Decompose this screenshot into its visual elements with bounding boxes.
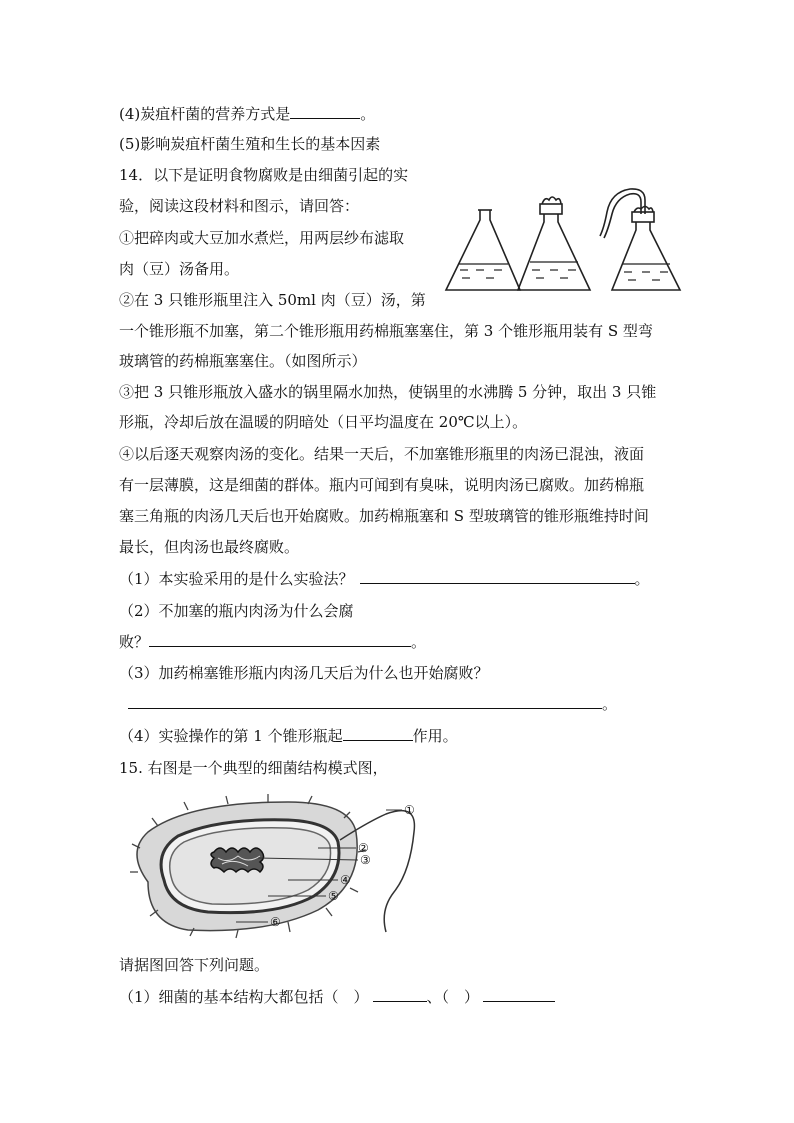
answer-blank[interactable] bbox=[128, 694, 602, 709]
q14-step4-line2: 有一层薄膜，这是细菌的群体。瓶内可闻到有臭味，说明肉汤已腐败。加药棉瓶 bbox=[119, 476, 645, 494]
q14-step1-line2: 肉（豆）汤备用。 bbox=[119, 260, 240, 278]
label-3: ③ bbox=[360, 853, 371, 867]
q14-sub3: （3）加药棉塞锥形瓶内肉汤几天后为什么也开始腐败？ bbox=[119, 664, 489, 682]
q14-step2-line1: ②在 3 只锥形瓶里注入 50ml 肉（豆）汤，第 bbox=[119, 291, 426, 309]
answer-blank[interactable] bbox=[373, 987, 427, 1002]
flask-s-tube bbox=[600, 189, 680, 290]
q15-sub1: （1）细菌的基本结构大都包括（ ） 、（ ） bbox=[119, 987, 555, 1007]
q14-step1-line1: ①把碎肉或大豆加水煮烂，用两层纱布滤取 bbox=[119, 229, 405, 247]
q14-step4-line1: ④以后逐天观察肉汤的变化。结果一天后，不加塞锥形瓶里的肉汤已混浊，液面 bbox=[119, 445, 645, 463]
label-5: ⑤ bbox=[328, 889, 339, 903]
answer-blank[interactable] bbox=[483, 987, 555, 1002]
q14-sub3-answer: 。 bbox=[128, 694, 617, 714]
label-2: ② bbox=[358, 841, 369, 855]
dna-region bbox=[211, 848, 264, 872]
q14-step4-line3: 塞三角瓶的肉汤几天后也开始腐败。加药棉瓶塞和 S 型玻璃管的锥形瓶维持时间 bbox=[119, 507, 649, 525]
q15-intro: 15. 右图是一个典型的细菌结构模式图， bbox=[119, 759, 388, 777]
q15-prompt: 请据图回答下列问题。 bbox=[119, 956, 270, 974]
flask-open bbox=[446, 210, 520, 290]
answer-blank[interactable] bbox=[360, 569, 635, 584]
label-6: ⑥ bbox=[270, 915, 281, 929]
q14-step3-line1: ③把 3 只锥形瓶放入盛水的锅里隔水加热，使锅里的水沸腾 5 分钟，取出 3 只锥 bbox=[119, 383, 657, 401]
q13-item5: (5)影响炭疽杆菌生殖和生长的基本因素 bbox=[119, 135, 381, 153]
flask-diagram bbox=[436, 178, 684, 300]
q14-step4-line4: 最长，但肉汤也最终腐败。 bbox=[119, 538, 300, 556]
q14-sub2-line1: （2）不加塞的瓶内肉汤为什么会腐 bbox=[119, 602, 354, 620]
q14-sub2-line2: 败？ 。 bbox=[119, 633, 427, 651]
label-4: ④ bbox=[340, 873, 351, 887]
q14-intro-line2: 验，阅读这段材料和图示，请回答： bbox=[119, 197, 360, 215]
answer-blank[interactable] bbox=[343, 726, 413, 741]
flask-cotton-stopper bbox=[518, 197, 590, 290]
answer-blank[interactable] bbox=[290, 104, 360, 119]
q14-step3-line2: 形瓶，冷却后放在温暖的阴暗处（日平均温度在 20℃以上）。 bbox=[119, 413, 528, 431]
q14-step2-line3: 玻璃管的药棉瓶塞塞住。（如图所示） bbox=[119, 352, 367, 370]
q14-step2-line2: 一个锥形瓶不加塞，第二个锥形瓶用药棉瓶塞塞住，第 3 个锥形瓶用装有 S 型弯 bbox=[119, 322, 653, 340]
answer-blank[interactable] bbox=[149, 632, 411, 647]
q14-sub1: （1）本实验采用的是什么实验法？ 。 bbox=[119, 570, 650, 588]
q14-intro-line1: 14．以下是证明食物腐败是由细菌引起的实 bbox=[119, 166, 409, 184]
q14-sub4: （4）实验操作的第 1 个锥形瓶起 作用。 bbox=[119, 727, 458, 745]
bacterium-diagram bbox=[118, 792, 428, 942]
q13-item4: (4)炭疽杆菌的营养方式是 。 bbox=[119, 105, 376, 123]
label-1: ① bbox=[404, 803, 415, 817]
